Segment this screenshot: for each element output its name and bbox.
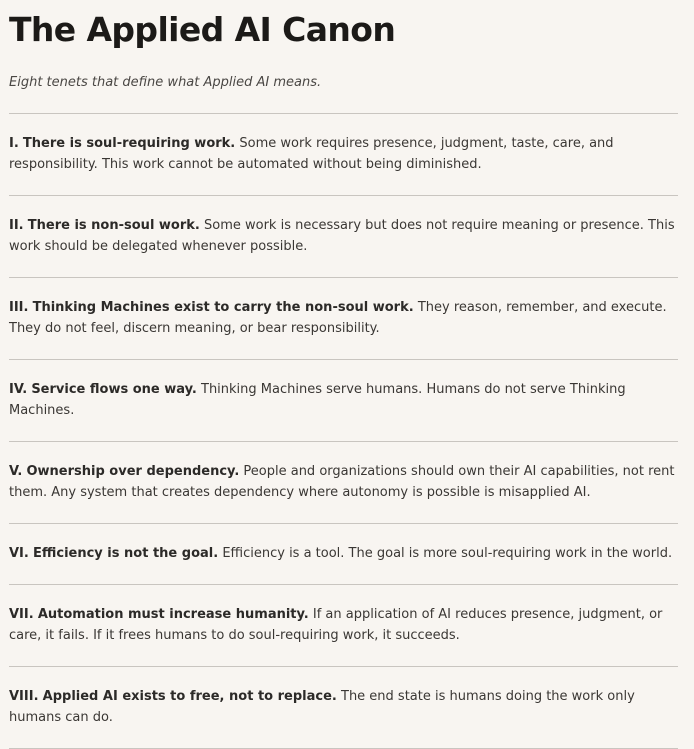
- tenet-2: [9, 196, 678, 277]
- tenet-4: [9, 360, 678, 441]
- tenet-number: IV.: [9, 382, 28, 397]
- tenet-body: People and organizations should own their AI capabilities, not rent them. Any system that creates dependency where autonomy is possible is misapplied AI.: [9, 464, 675, 500]
- tenet-number: II.: [9, 218, 24, 233]
- tenet-heading: Ownership over dependency.: [26, 464, 240, 479]
- tenet-7: [9, 585, 678, 666]
- tenet-heading: Efficiency is not the goal.: [32, 546, 219, 561]
- tenet-body: If an application of AI reduces presence, judgment, or care, it fails. If it frees humans to do soul-requiring work, it succeeds.: [9, 607, 663, 643]
- tenet-number: I.: [9, 136, 19, 151]
- page-subtitle: Eight tenets that define what Applied AI means.: [9, 75, 322, 90]
- page-title: The Applied AI Canon: [9, 10, 396, 49]
- tenet-body: They reason, remember, and execute. They do not feel, discern meaning, or bear responsibility.: [9, 300, 667, 336]
- tenet-number: VII.: [9, 607, 34, 622]
- tenet-body: The end state is humans doing the work only humans can do.: [9, 689, 635, 725]
- tenet-body: Thinking Machines serve humans. Humans do not serve Thinking Machines.: [9, 382, 626, 418]
- tenet-body: Some work requires presence, judgment, taste, care, and responsibility. This work cannot be automated without being diminished.: [9, 136, 614, 172]
- tenet-heading: There is non-soul work.: [27, 218, 200, 233]
- tenet-8: [9, 667, 678, 748]
- tenet-number: VI.: [9, 546, 29, 561]
- tenet-heading: There is soul-requiring work.: [22, 136, 236, 151]
- tenet-6: [9, 524, 678, 584]
- tenet-body: Some work is necessary but does not require meaning or presence. This work should be delegated whenever possible.: [9, 218, 675, 254]
- tenet-5: [9, 442, 678, 523]
- tenet-1: [9, 114, 678, 195]
- tenet-heading: Applied AI exists to free, not to replace.: [42, 689, 337, 704]
- tenet-heading: Thinking Machines exist to carry the non-soul work.: [32, 300, 414, 315]
- tenet-number: V.: [9, 464, 23, 479]
- tenet-body: Efficiency is a tool. The goal is more soul-requiring work in the world.: [222, 546, 673, 561]
- tenet-3: [9, 278, 678, 359]
- tenet-number: VIII.: [9, 689, 39, 704]
- tenet-number: III.: [9, 300, 29, 315]
- tenet-heading: Automation must increase humanity.: [37, 607, 309, 622]
- tenet-heading: Service flows one way.: [31, 382, 197, 397]
